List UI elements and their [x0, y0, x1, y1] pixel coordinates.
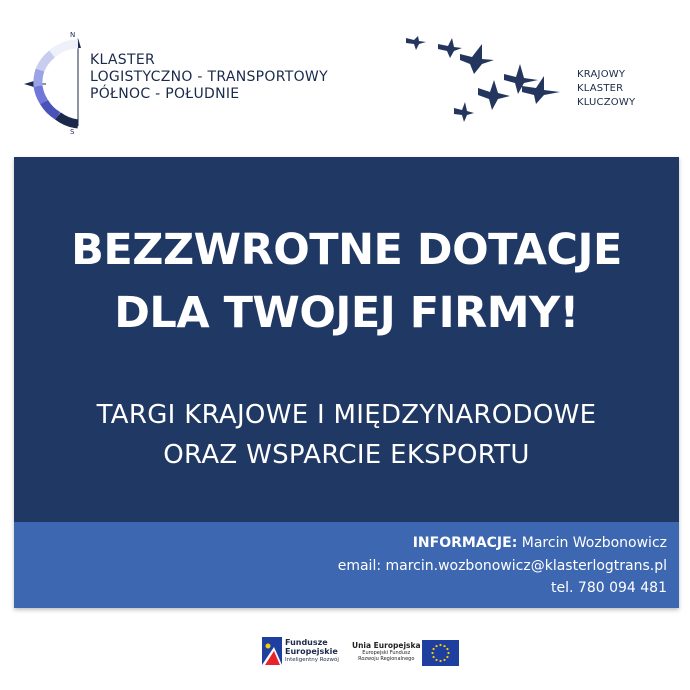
- eu-star: [446, 648, 448, 650]
- logo-line-1: KLASTER: [90, 52, 155, 68]
- eu-star: [432, 648, 434, 650]
- subheadline-line-2: ORAZ WSPARCIE EKSPORTU: [163, 440, 530, 470]
- ue-subtitle-line-2: Rozwoju Regionalnego: [358, 656, 415, 662]
- contact-email[interactable]: email: marcin.wozbonowicz@klasterlogtrans.pl: [337, 557, 667, 574]
- eu-flag-icon: [422, 640, 459, 666]
- ue-subtitle-line-1: Europejski Fundusz: [362, 650, 411, 656]
- headline-line-1: BEZZWROTNE DOTACJE: [71, 225, 622, 275]
- compass-south-label: S: [70, 128, 75, 136]
- logo-line-3: PÓŁNOC - POŁUDNIE: [90, 86, 240, 102]
- eu-star: [435, 659, 437, 661]
- fe-subtitle: Inteligentny Rozwój: [285, 657, 339, 663]
- eu-star: [439, 660, 441, 662]
- fe-title-line-1: Fundusze: [285, 638, 328, 647]
- kkk-line-3: KLUCZOWY: [577, 97, 636, 108]
- eu-star: [435, 645, 437, 647]
- info-label: INFORMACJE:: [412, 535, 518, 551]
- fundusze-europejskie-text: [285, 638, 339, 664]
- header: [0, 0, 690, 155]
- unia-europejska-text: [352, 641, 421, 662]
- compass-logo-icon: [22, 28, 92, 138]
- kkk-line-2: KLASTER: [577, 83, 624, 94]
- eu-star: [443, 645, 445, 647]
- eu-star: [446, 656, 448, 658]
- cluster-logo-text: [90, 52, 328, 103]
- krajowy-klaster-kluczowy-logo: [577, 68, 635, 110]
- headline-line-2: DLA TWOJEJ FIRMY!: [114, 288, 579, 338]
- logo-line-2: LOGISTYCZNO - TRANSPORTOWY: [90, 69, 328, 85]
- eu-star: [431, 652, 433, 654]
- contact-info: [338, 532, 667, 600]
- compass-north-label: N: [70, 31, 76, 39]
- main-banner: [14, 157, 679, 608]
- contact-person-name: Marcin Wozbonowicz: [521, 535, 667, 551]
- ue-title: Unia Europejska: [352, 641, 421, 650]
- fundusze-europejskie-icon: [262, 637, 282, 665]
- eu-star: [439, 644, 441, 646]
- funding-logos-footer: [0, 630, 690, 680]
- eu-star: [443, 659, 445, 661]
- fe-title-line-2: Europejskie: [285, 647, 338, 656]
- contact-phone[interactable]: tel. 780 094 481: [551, 580, 667, 596]
- eu-star: [447, 652, 449, 654]
- contact-person-line: [338, 532, 667, 555]
- eu-star: [432, 656, 434, 658]
- flying-geese-icon: [402, 30, 572, 125]
- kkk-line-1: KRAJOWY: [577, 69, 626, 80]
- headline: [14, 219, 679, 345]
- subheadline-line-1: TARGI KRAJOWE I MIĘDZYNARODOWE: [96, 400, 597, 430]
- contact-info-band: [14, 522, 679, 608]
- subheadline: [14, 395, 679, 475]
